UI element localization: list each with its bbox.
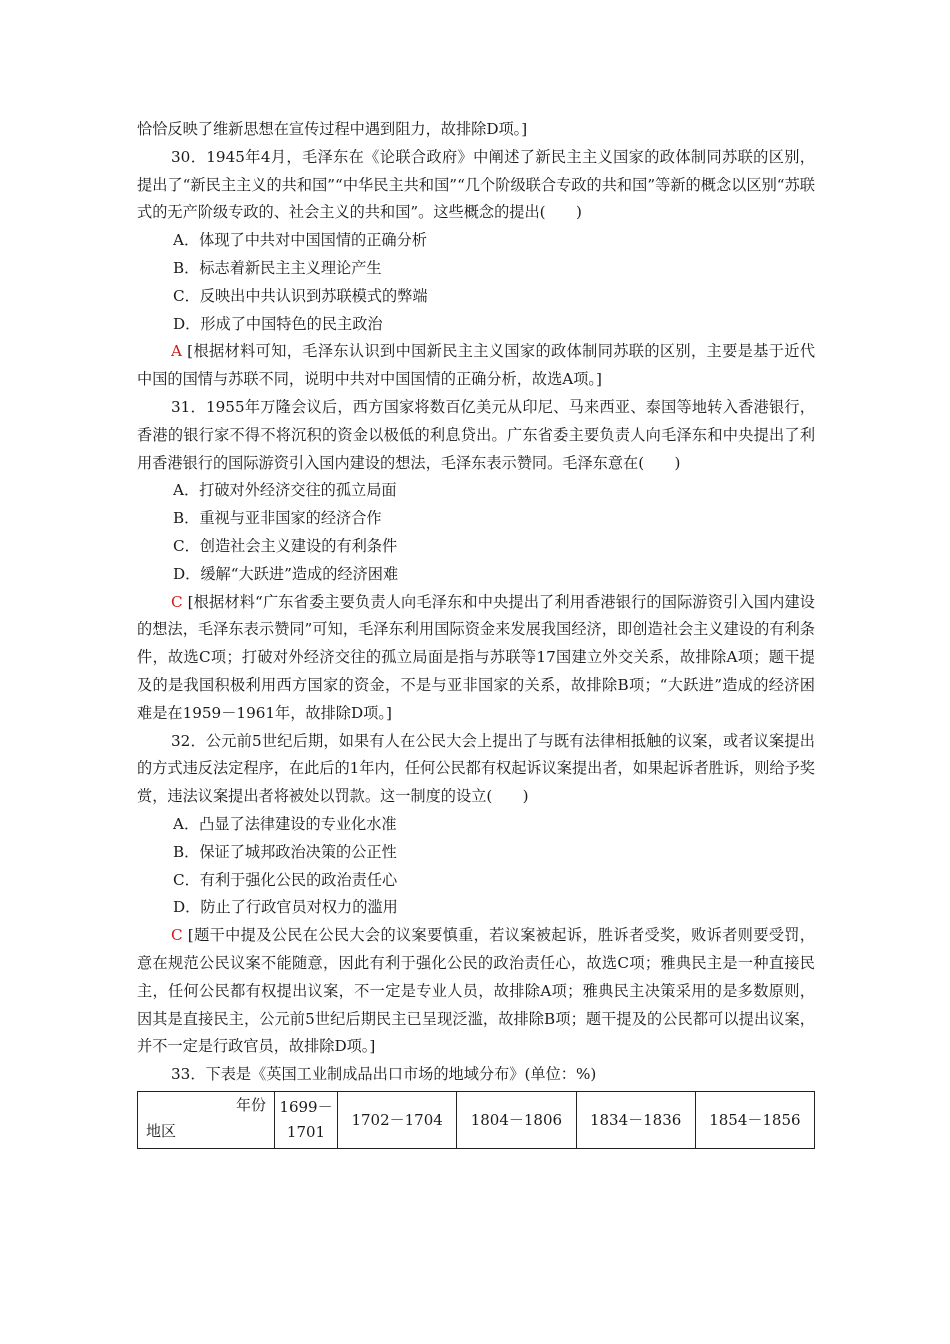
- question-31-option-b: B．重视与亚非国家的经济合作: [173, 509, 382, 528]
- question-31-solution: [137, 589, 815, 728]
- table-header-cell: 1854－1856: [695, 1091, 814, 1148]
- export-distribution-table: [137, 1091, 815, 1149]
- question-32-option-b: B．保证了城邦政治决策的公正性: [173, 842, 397, 861]
- question-33-stem: 33．下表是《英国工业制成品出口市场的地域分布》(单位：%): [171, 1065, 597, 1084]
- intro-line: 恰恰反映了维新思想在宣传过程中遇到阻力，故排除D项。]: [137, 120, 528, 138]
- question-31-option-a: A．打破对外经济交往的孤立局面: [173, 481, 397, 500]
- question-31-option-c: C．创造社会主义建设的有利条件: [173, 536, 398, 555]
- question-32-option-c: C．有利于强化公民的政治责任心: [173, 870, 398, 889]
- header-col1-line1: 1699－: [279, 1097, 333, 1116]
- question-31-option-d: D．缓解“大跃进”造成的经济困难: [173, 564, 399, 583]
- question-31-explanation: [根据材料“广东省委主要负责人向毛泽东和中央提出了利用香港银行的国际游资引入国内建设的想法，毛泽东表示赞同”可知，毛泽东利用国际资金来发展我国经济，即创造社会主义建设的有利条件，故选C项；打破对外经济交往的孤立局面是指与苏联等17国建立外交关系，故排除A项；题干提及的是我国积极利用西方国家的资金，不是与亚非国家的关系，故排除B项；“大跃进”造成的经济困难是在1959－1961年，故排除D项。]: [137, 592, 815, 722]
- question-32-solution: [137, 922, 815, 1061]
- question-32-explanation: [题干中提及公民在公民大会的议案要慎重，若议案被起诉，胜诉者受奖，败诉者则要受罚，意在规范公民议案不能随意，因此有利于强化公民的政治责任心，故选C项；雅典民主是一种直接民主，任何公民都有权提出议案，不一定是专业人员，故排除A项；雅典民主决策采用的是多数原则，因其是直接民主，公元前5世纪后期民主已呈现泛滥，故排除B项；题干提及的公民都可以提出议案，并不一定是行政官员，故排除D项。]: [137, 926, 815, 1056]
- question-30-explanation: [根据材料可知，毛泽东认识到中国新民主主义国家的政体制同苏联的区别，主要是基于近代中国的国情与苏联不同，说明中共对中国国情的正确分析，故选A项。]: [137, 342, 816, 389]
- corner-year-label: 年份: [235, 1095, 266, 1114]
- table-header-row: [138, 1091, 815, 1148]
- question-30-stem: 30．1945年4月，毛泽东在《论联合政府》中阐述了新民主主义国家的政体制同苏联的区别，提出了“新民主主义的共和国”“中华民主共和国”“几个阶级联合专政的共和国”等新的概念以区别“苏联式的无产阶级专政的、社会主义的共和国”。这些概念的提出( ): [137, 147, 815, 222]
- question-31-stem: 31．1955年万隆会议后，西方国家将数百亿美元从印尼、马来西亚、泰国等地转入香港银行，香港的银行家不得不将沉积的资金以极低的利息贷出。广东省委主要负责人向毛泽东和中央提出了利用香港银行的国际游资引入国内建设的想法，毛泽东表示赞同。毛泽东意在( ): [137, 397, 815, 472]
- question-31-answer: C: [171, 592, 183, 611]
- table-corner-cell: [138, 1091, 275, 1148]
- table-header-cell: 1702－1704: [338, 1091, 457, 1148]
- question-32-option-d: D．防止了行政官员对权力的滥用: [173, 898, 398, 917]
- question-32-stem: 32．公元前5世纪后期，如果有人在公民大会上提出了与既有法律相抵触的议案，或者议案提出的方式违反法定程序，在此后的1年内，任何公民都有权起诉议案提出者，如果起诉者胜诉，则给予奖赏，违法议案提出者将被处以罚款。这一制度的设立( ): [137, 731, 815, 806]
- question-30-option-c: C．反映出中共认识到苏联模式的弊端: [173, 286, 428, 305]
- question-30-option-a: A．体现了中共对中国国情的正确分析: [173, 231, 427, 250]
- table-header-cell: 1804－1806: [457, 1091, 576, 1148]
- corner-region-label: 地区: [146, 1121, 177, 1140]
- table-header-cell: 1834－1836: [576, 1091, 695, 1148]
- document-page: [137, 116, 815, 1149]
- header-col1-line2: 1701: [286, 1122, 326, 1141]
- table-header-cell: [275, 1091, 338, 1148]
- question-30-option-d: D．形成了中国特色的民主政治: [173, 314, 383, 333]
- question-32-answer: C: [171, 926, 183, 945]
- question-30-option-b: B．标志着新民主主义理论产生: [173, 258, 382, 277]
- question-32-option-a: A．凸显了法律建设的专业化水准: [173, 814, 397, 833]
- question-30-answer: A: [171, 342, 182, 361]
- question-30-solution: [137, 338, 815, 394]
